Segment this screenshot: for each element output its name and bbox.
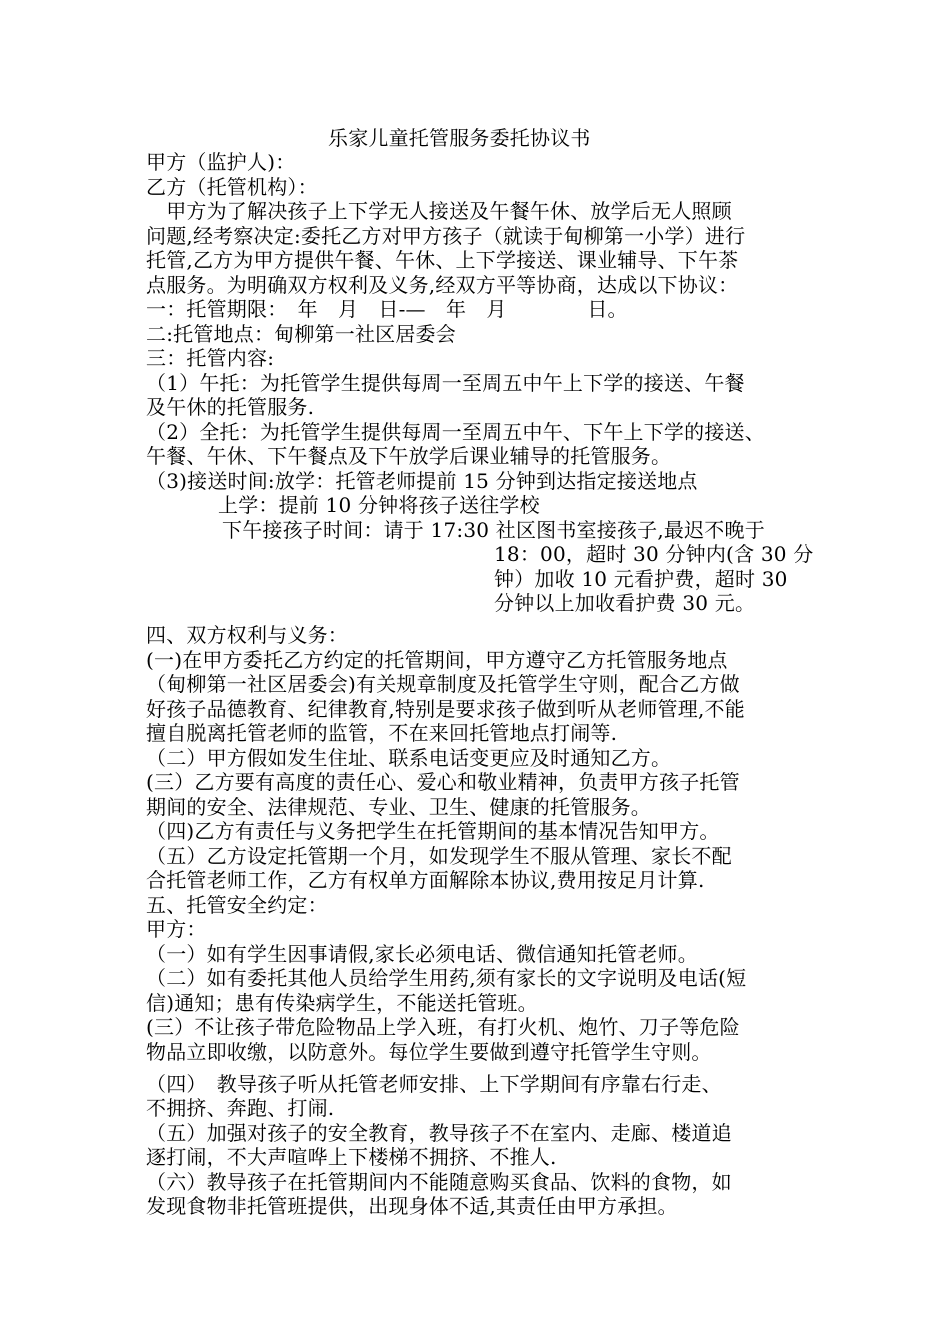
section-location-line: 二:托管地点：甸柳第一社区居委会 — [146, 322, 456, 346]
paragraph-line: 午餐、午休、下午餐点及下午放学后课业辅导的托管服务。 — [146, 444, 672, 468]
paragraph-line: 托管,乙方为甲方提供午餐、午休、上下学接送、课业辅导、下午茶 — [146, 248, 739, 272]
paragraph-line: (一)在甲方委托乙方约定的托管期间，甲方遵守乙方托管服务地点 — [146, 648, 728, 672]
paragraph-line: 不拥挤、奔跑、打闹. — [146, 1096, 335, 1120]
paragraph-line: （1）午托：为托管学生提供每周一至周五中午上下学的接送、午餐 — [146, 371, 745, 395]
paragraph-line: 18：00，超时 30 分钟内(含 30 分 — [494, 542, 814, 566]
party-b-line: 乙方（托管机构）： — [146, 175, 318, 199]
paragraph-line: （甸柳第一社区居委会)有关规章制度及托管学生守则，配合乙方做 — [146, 672, 740, 696]
section-safety-heading: 五、托管安全约定： — [146, 893, 328, 917]
paragraph-line: 发现食物非托管班提供，出现身体不适,其责任由甲方承担。 — [146, 1194, 678, 1218]
paragraph-line: （四） 教导孩子听从托管老师安排、上下学期间有序靠右行走、 — [146, 1072, 722, 1096]
section-rights-heading: 四、双方权利与义务： — [146, 623, 348, 647]
party-a-line: 甲方（监护人)： — [146, 150, 296, 174]
document-title: 乐家儿童托管服务委托协议书 — [328, 126, 591, 150]
section-content-heading: 三：托管内容: — [146, 346, 275, 370]
paragraph-line: （3)接送时间:放学：托管老师提前 15 分钟到达指定接送地点 — [146, 469, 698, 493]
paragraph-line: 问题,经考察决定:委托乙方对甲方孩子（就读于甸柳第一小学）进行 — [146, 224, 746, 248]
paragraph-line: 逐打闹，不大声喧哗上下楼梯不拥挤、不推人. — [146, 1145, 557, 1169]
paragraph-line: （五）乙方设定托管期一个月，如发现学生不服从管理、家长不配 — [146, 844, 732, 868]
paragraph-line: （四)乙方有责任与义务把学生在托管期间的基本情况告知甲方。 — [146, 819, 720, 843]
paragraph-line: （一）如有学生因事请假,家长必须电话、微信通知托管老师。 — [146, 942, 698, 966]
paragraph-line: 钟）加收 10 元看护费，超时 30 — [494, 567, 788, 591]
paragraph-line: （六）教导孩子在托管期间内不能随意购买食品、饮料的食物，如 — [146, 1170, 732, 1194]
paragraph-line: 物品立即收缴，以防意外。每位学生要做到遵守托管学生守则。 — [146, 1040, 712, 1064]
paragraph-line: 甲方为了解决孩子上下学无人接送及午餐午休、放学后无人照顾 — [146, 199, 732, 223]
paragraph-line: （二）甲方假如发生住址、联系电话变更应及时通知乙方。 — [146, 746, 672, 770]
paragraph-line: 点服务。为明确双方权利及义务,经双方平等协商，达成以下协议： — [146, 273, 739, 297]
paragraph-line: 合托管老师工作，乙方有权单方面解除本协议,费用按足月计算. — [146, 868, 705, 892]
paragraph-line: 下午接孩子时间：请于 17:30 社区图书室接孩子,最迟不晚于 — [222, 518, 765, 542]
paragraph-line: (三）乙方要有高度的责任心、爱心和敬业精神，负责甲方孩子托管 — [146, 770, 740, 794]
section-term-line: 一：托管期限： 年 月 日-— 年 月 日。 — [146, 297, 628, 321]
paragraph-line: 分钟以上加收看护费 30 元。 — [494, 591, 756, 615]
party-a-subheading: 甲方： — [146, 917, 207, 941]
paragraph-line: 好孩子品德教育、纪律教育,特别是要求孩子做到听从老师管理,不能 — [146, 697, 745, 721]
paragraph-line: 擅自脱离托管老师的监管，不在来回托管地点打闹等. — [146, 721, 618, 745]
paragraph-line: （五）加强对孩子的安全教育，教导孩子不在室内、走廊、楼道追 — [146, 1121, 732, 1145]
paragraph-line: （二）如有委托其他人员给学生用药,须有家长的文字说明及电话(短 — [146, 966, 747, 990]
paragraph-line: 期间的安全、法律规范、专业、卫生、健康的托管服务。 — [146, 795, 651, 819]
paragraph-line: 及午休的托管服务. — [146, 395, 315, 419]
paragraph-line: 信)通知；患有传染病学生，不能送托管班。 — [146, 991, 538, 1015]
paragraph-line: 上学：提前 10 分钟将孩子送往学校 — [218, 493, 540, 517]
paragraph-line: (三）不让孩子带危险物品上学入班，有打火机、炮竹、刀子等危险 — [146, 1015, 740, 1039]
paragraph-line: （2）全托：为托管学生提供每周一至周五中午、下午上下学的接送、 — [146, 420, 765, 444]
